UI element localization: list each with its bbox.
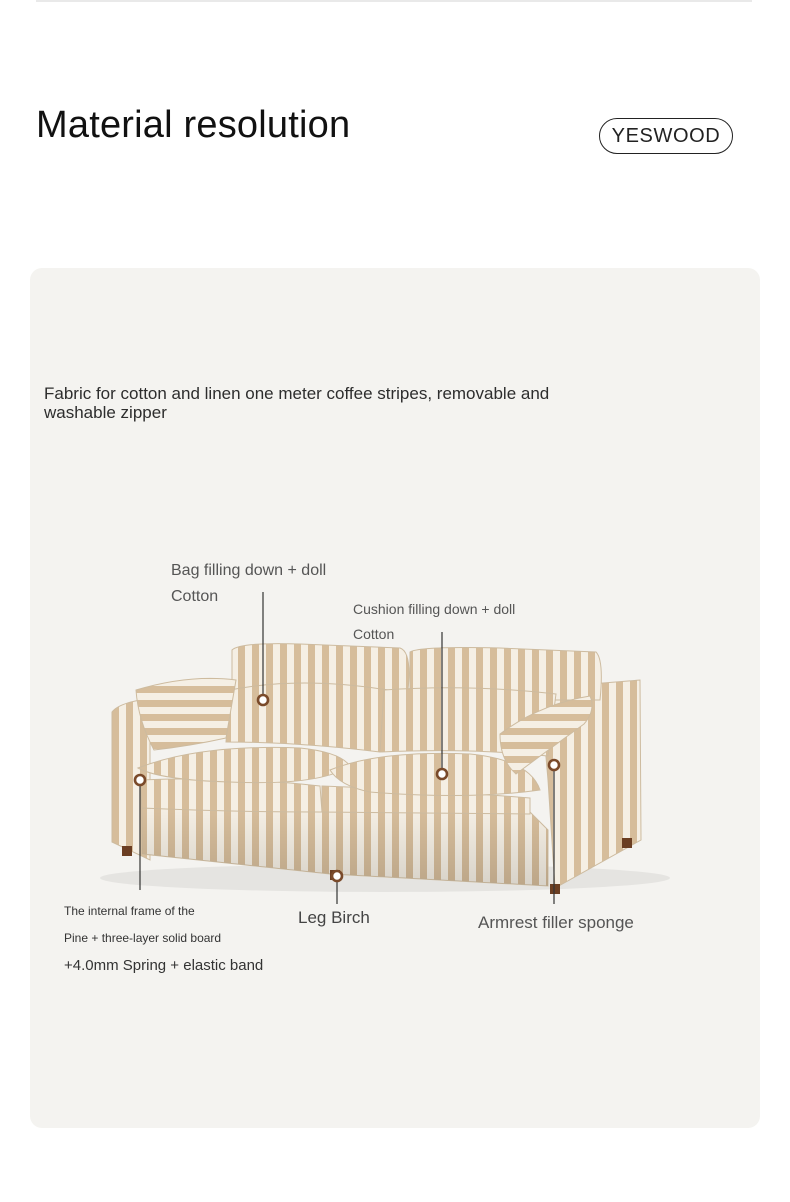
marker-frame <box>135 775 145 785</box>
callout-frame-line3: +4.0mm Spring + elastic band <box>64 957 264 974</box>
marker-bag-filling <box>258 695 268 705</box>
callout-armrest: Armrest filler sponge <box>478 913 634 932</box>
callout-cushion-filling <box>353 597 515 647</box>
callout-cushion-filling-line1: Cushion filling down + doll <box>353 601 516 617</box>
marker-armrest <box>549 760 559 770</box>
marker-leg <box>332 871 342 881</box>
callout-bag-filling-line1: Bag filling down + doll <box>171 562 327 579</box>
callout-cushion-filling-line2: Cotton <box>353 626 395 642</box>
callout-frame-line1: The internal frame of the <box>64 904 195 918</box>
marker-cushion-filling <box>437 769 447 779</box>
callout-bag-filling-line2: Cotton <box>171 588 219 605</box>
callout-leg: Leg Birch <box>298 908 370 927</box>
callout-bag-filling <box>171 558 326 610</box>
brand-badge: YESWOOD <box>599 118 733 154</box>
page-title: Material resolution <box>36 104 351 146</box>
fabric-description: Fabric for cotton and linen one meter coffee stripes, removable and washable zipper <box>44 384 550 422</box>
callout-frame-line2: Pine + three-layer solid board <box>64 931 222 945</box>
